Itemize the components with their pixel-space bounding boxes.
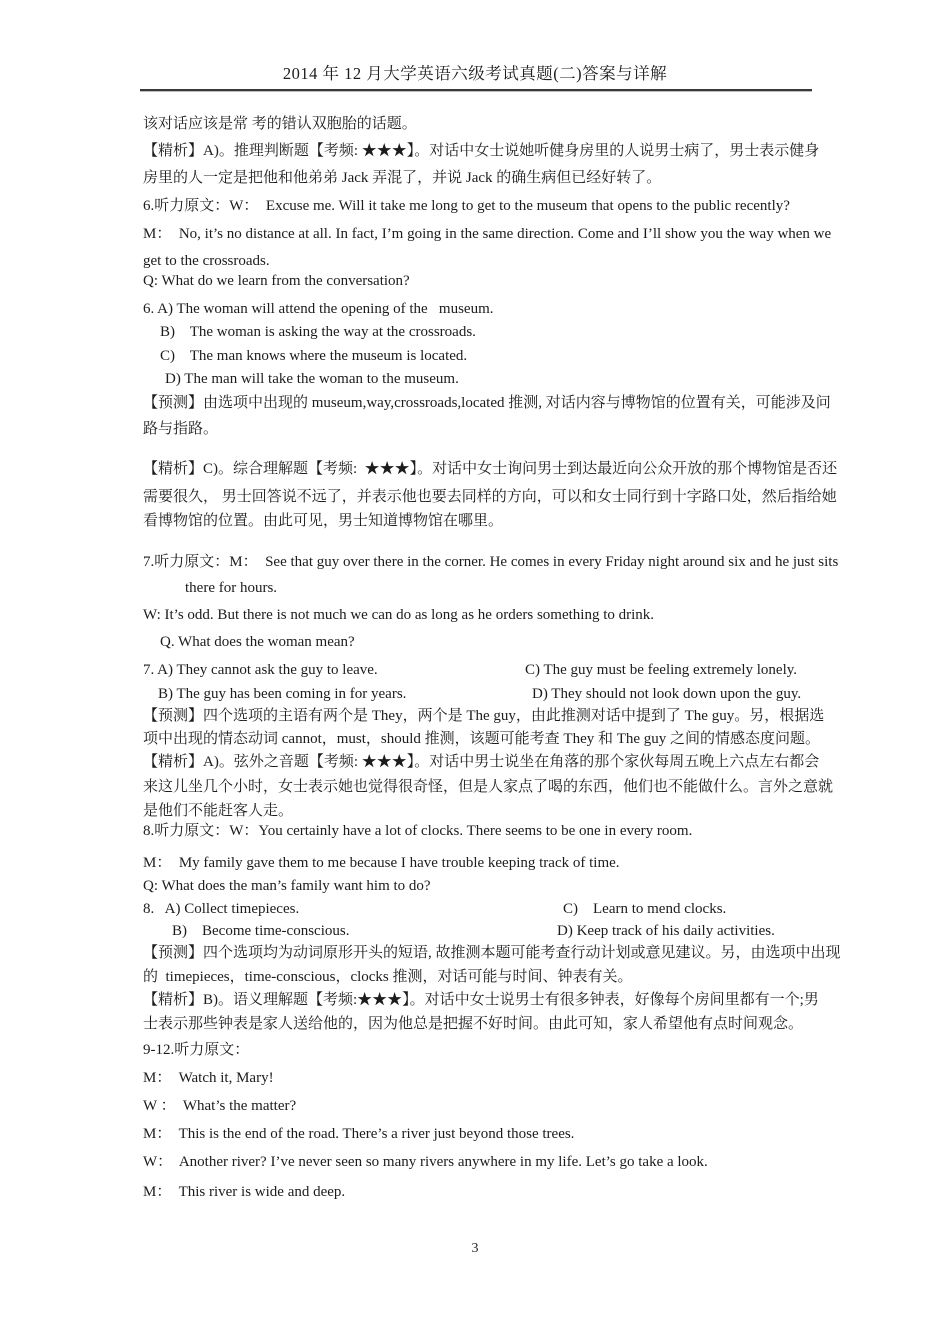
text-line: Q. What does the woman mean? [160,634,355,650]
text-line: 9-12.听力原文： [143,1042,250,1058]
text-line: D) They should not look down upon the guy. [532,686,802,702]
text-line: 来这儿坐几个小时，女士表示她也觉得很奇怪，但是人家点了喝的东西，他们也不能做什么。言外之意就 [143,779,834,795]
text-line: M： This river is wide and deep. [143,1184,346,1200]
text-line: 的 timepieces，time-conscious，clocks 推测，对话可能与时间、钟表有关。 [143,969,633,985]
text-line: 7.听力原文：M： See that guy over there in the corner. He comes in every Friday night around six and he just sits [143,554,839,570]
page-number: 3 [471,1241,479,1256]
text-line: 8.听力原文：W：You certainly have a lot of clocks. There seems to be one in every room. [143,823,693,839]
text-line: 【精析】A)。推理判断题【考频: ★★★】。对话中女士说她听健身房里的人说男士病了，男士表示健身 [143,143,820,159]
text-line: 需要很久， 男士回答说不远了，并表示他也要去同样的方向，可以和女士同行到十字路口处，然后指给她 [143,489,837,505]
text-line: C) Learn to mend clocks. [563,901,727,917]
text-line: 看博物馆的位置。由此可见，男士知道博物馆在哪里。 [143,513,504,529]
text-line: M： Watch it, Mary! [143,1070,274,1086]
text-line: 【精析】A)。弦外之音题【考频: ★★★】。对话中男士说坐在角落的那个家伙每周五晚上六点左右都会 [143,754,820,770]
text-line: 【精析】B)。语义理解题【考频:★★★】。对话中女士说男士有很多钟表，好像每个房间里都有一个;男 [143,992,819,1008]
text-line: 【预测】四个选项的主语有两个是 They，两个是 The guy，由此推测对话中提到了 The guy。另，根据选 [143,708,825,724]
text-line: Q: What do we learn from the conversation? [143,273,410,289]
text-line: 项中出现的情态动词 cannot，must，should 推测，该题可能考查 They 和 The guy 之间的情感态度问题。 [143,731,821,747]
text-line: W ： What’s the matter? [143,1098,297,1114]
text-line: C) The guy must be feeling extremely lonely. [525,662,798,678]
text-line: 是他们不能赶客人走。 [143,803,294,819]
text-line: M： My family gave them to me because I have trouble keeping track of time. [143,855,620,871]
text-line: B) The guy has been coming in for years. [158,686,407,702]
text-line: D) The man will take the woman to the museum. [165,371,459,387]
text-line: 【精析】C)。综合理解题【考频: ★★★】。对话中女士询问男士到达最近向公众开放的那个博物馆是否还 [143,461,838,477]
text-line: 【预测】四个选项均为动词原形开头的短语, 故推测本题可能考查行动计划或意见建议。另，由选项中出现 [143,945,841,961]
text-line: W: It’s odd. But there is not much we can do as long as he orders something to drink. [143,607,655,623]
text-line: W： Another river? I’ve never seen so many rivers anywhere in my life. Let’s go take a look. [143,1154,708,1170]
text-line: there for hours. [185,580,278,596]
text-line: B) Become time-conscious. [172,923,350,939]
text-line: 房里的人一定是把他和他弟弟 Jack 弄混了，并说 Jack 的确生病但已经好转了。 [143,170,662,186]
text-line: 8. A) Collect timepieces. [143,901,300,917]
text-line: 【预测】由选项中出现的 museum,way,crossroads,located 推测, 对话内容与博物馆的位置有关，可能涉及问 [143,395,831,411]
text-line: 士表示那些钟表是家人送给他的，因为他总是把握不好时间。由此可知，家人希望他有点时间观念。 [143,1016,804,1032]
text-line: M： No, it’s no distance at all. In fact, I’m going in the same direction. Come and I’ll show you the way when we [143,226,832,242]
text-line: M： This is the end of the road. There’s a river just beyond those trees. [143,1126,575,1142]
text-line: get to the crossroads. [143,253,270,269]
text-line: 该对话应该是常 考的错认双胞胎的话题。 [143,116,417,132]
text-line: 6. A) The woman will attend the opening of the museum. [143,301,494,317]
text-line: B) The woman is asking the way at the crossroads. [160,324,476,340]
text-line: C) The man knows where the museum is located. [160,348,468,364]
page-header-title: 2014 年 12 月大学英语六级考试真题(二)答案与详解 [282,64,668,83]
text-line: 路与指路。 [143,421,219,437]
text-line: D) Keep track of his daily activities. [557,923,775,939]
text-line: Q: What does the man’s family want him to do? [143,878,431,894]
text-line: 7. A) They cannot ask the guy to leave. [143,662,378,678]
text-line: 6.听力原文：W： Excuse me. Will it take me long to get to the museum that opens to the public recently? [143,198,790,214]
